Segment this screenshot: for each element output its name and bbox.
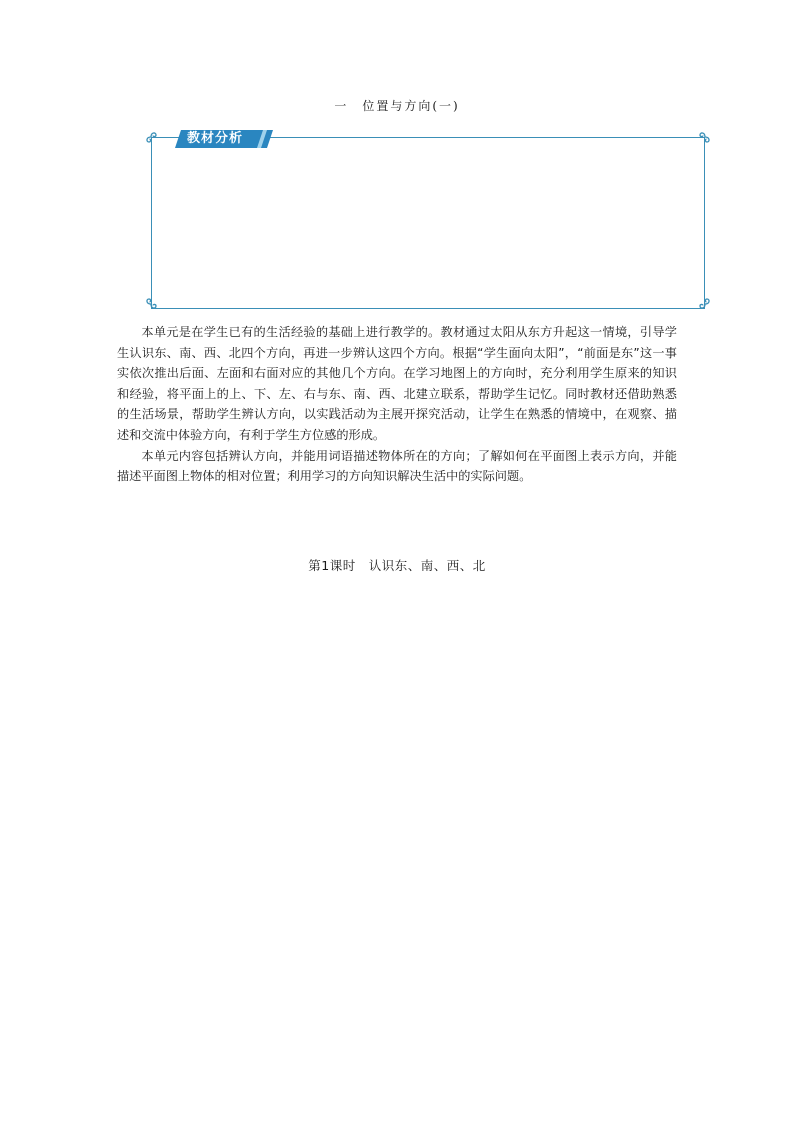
corner-ornament-icon: [142, 295, 160, 313]
paragraph: 本单元内容包括辨认方向，并能用词语描述物体所在的方向；了解如何在平面图上表示方向，并能描述平面图上物体的相对位置；利用学习的方向知识解决生活中的实际问题。: [117, 448, 677, 484]
lesson-title: 第1课时 认识东、南、西、北: [308, 558, 486, 573]
corner-ornament-icon: [142, 128, 160, 146]
corner-ornament-icon: [696, 128, 714, 146]
section-tag: [175, 130, 273, 148]
paragraph: 本单元是在学生已有的生活经验的基础上进行教学的。教材通过太阳从东方升起这一情境，引导学生认识东、南、西、北四个方向，再进一步辨认这四个方向。根据“学生面向太阳”，“前面是东”这一事实依次推出后面、左面和右面对应的其他几个方向。在学习地图上的方向时，充分利用学生原来的知识和经验，将平面上的上、下、左、右与东、南、西、北建立联系，帮助学生记忆。同时教材还借助熟悉的生活场景，帮助学生辨认方向，以实践活动为主展开探究活动，让学生在熟悉的情境中，在观察、描述和交流中体验方向，有利于学生方位感的形成。: [117, 325, 677, 442]
corner-ornament-icon: [696, 295, 714, 313]
section-tag-label: 教材分析: [187, 131, 244, 146]
body-text: [117, 322, 677, 487]
chapter-title: 一 位置与方向(一): [334, 99, 460, 113]
section-frame: [151, 137, 705, 309]
